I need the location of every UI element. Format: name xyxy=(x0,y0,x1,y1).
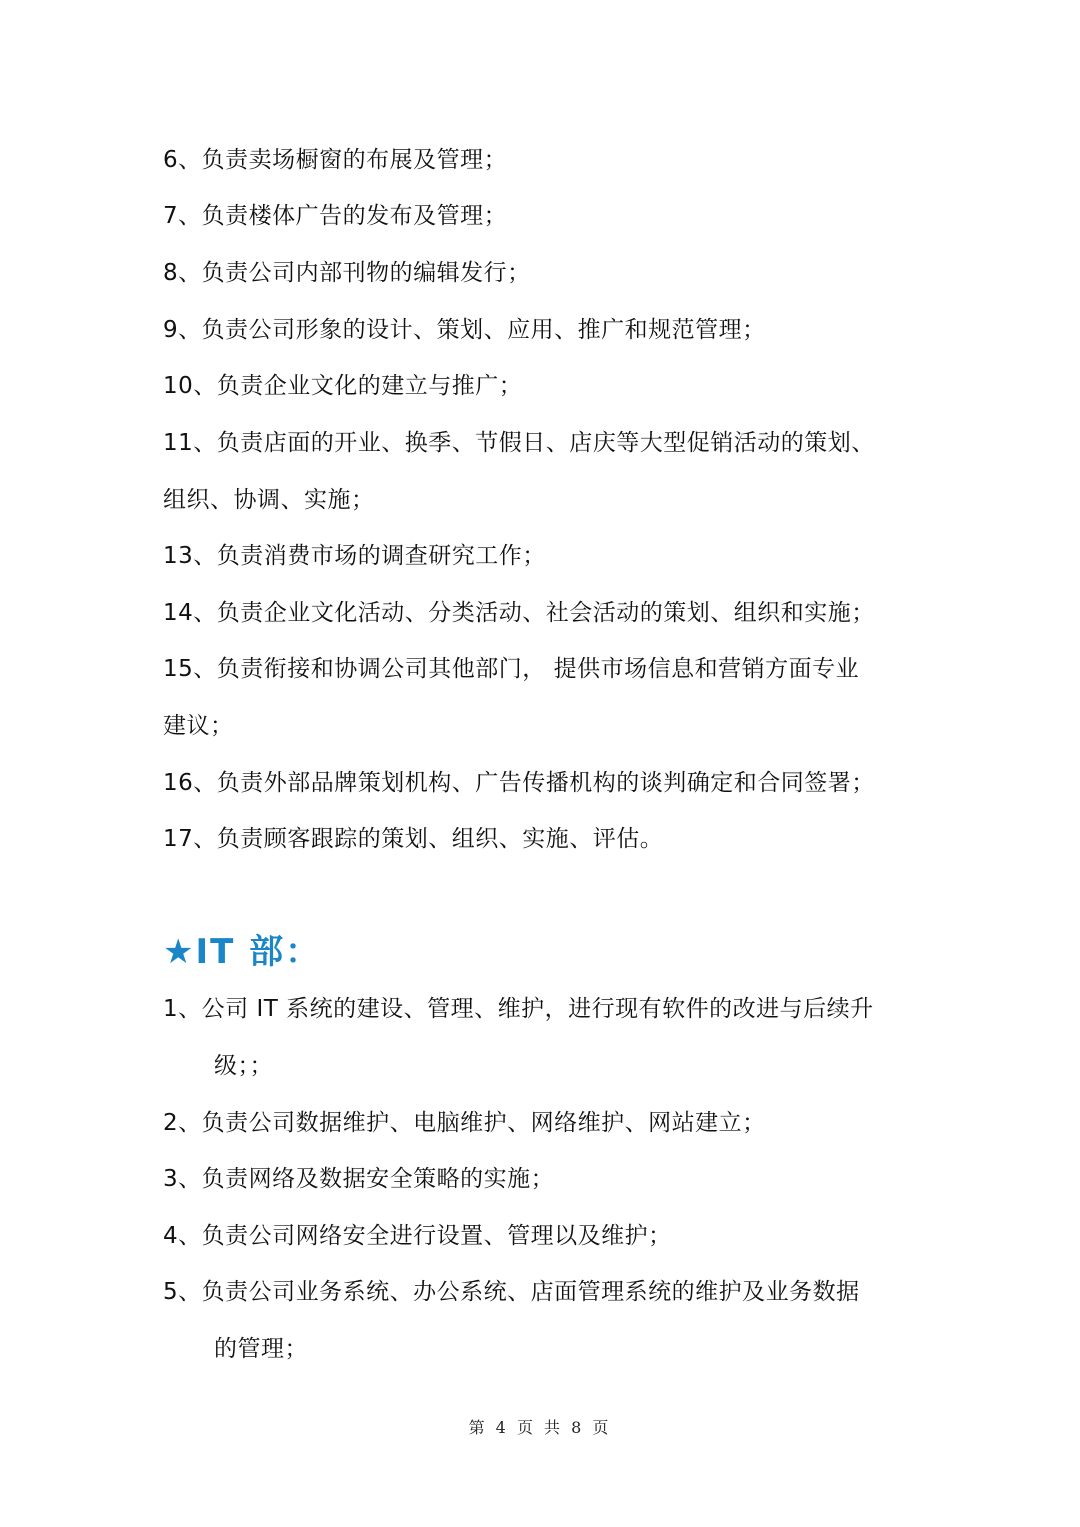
list-item: 8、负责公司内部刊物的编辑发行； xyxy=(163,260,531,286)
list-item: 14、负责企业文化活动、分类活动、社会活动的策划、组织和实施； xyxy=(163,600,875,626)
list-item: 13、负责消费市场的调查研究工作； xyxy=(163,543,546,569)
list-item-continuation: 的管理； xyxy=(214,1336,308,1362)
list-item: 10、负责企业文化的建立与推广； xyxy=(163,373,523,399)
list-item: 16、负责外部品牌策划机构、广告传播机构的谈判确定和合同签署； xyxy=(163,770,875,796)
list-item-continuation: 建议； xyxy=(163,713,234,739)
list-item: 15、负责衔接和协调公司其他部门， 提供市场信息和营销方面专业 xyxy=(163,656,860,682)
list-item: 6、负责卖场橱窗的布展及管理； xyxy=(163,147,508,173)
section-heading-it: ★IT 部： xyxy=(163,932,322,972)
list-item: 11、负责店面的开业、换季、节假日、店庆等大型促销活动的策划、 xyxy=(163,430,875,456)
list-item: 17、负责顾客跟踪的策划、组织、实施、评估。 xyxy=(163,826,664,852)
list-item: 3、负责网络及数据安全策略的实施； xyxy=(163,1166,555,1192)
list-item: 7、负责楼体广告的发布及管理； xyxy=(163,203,508,229)
list-item: 9、负责公司形象的设计、策划、应用、推广和规范管理； xyxy=(163,317,766,343)
list-item: 2、负责公司数据维护、电脑维护、网络维护、网站建立； xyxy=(163,1110,766,1136)
page-number: 第 4 页 共 8 页 xyxy=(468,1418,612,1437)
list-item-continuation: 组织、协调、实施； xyxy=(163,487,375,513)
list-item: 1、公司 IT 系统的建设、管理、维护，进行现有软件的改进与后续升 xyxy=(163,996,874,1022)
list-item-continuation: 级；； xyxy=(214,1053,273,1079)
list-item: 5、负责公司业务系统、办公系统、店面管理系统的维护及业务数据 xyxy=(163,1279,860,1305)
list-item: 4、负责公司网络安全进行设置、管理以及维护； xyxy=(163,1223,672,1249)
